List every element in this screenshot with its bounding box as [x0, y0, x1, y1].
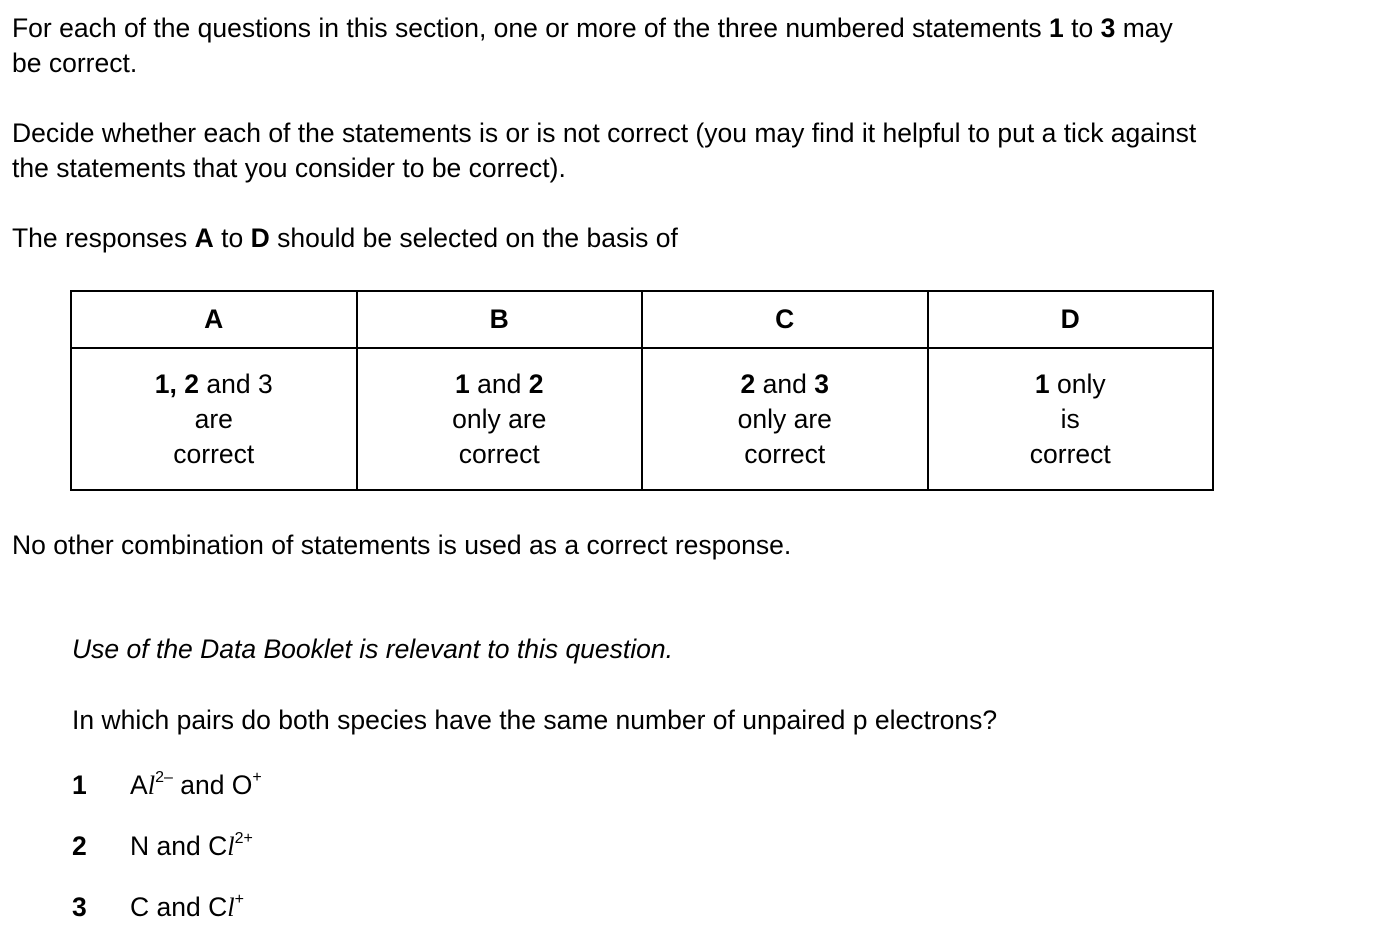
combination-note: No other combination of statements is used as a correct response.: [12, 530, 792, 560]
intro-paragraph-2-line-2: the statements that you consider to be correct).: [12, 153, 566, 183]
response-header-b: B: [357, 291, 643, 348]
intro-paragraph-1-line-1: For each of the questions in this section, one or more of the three numbered statements 1 to 3 may: [12, 13, 1173, 43]
response-cell-b: 1 and 2 only are correct: [357, 348, 643, 490]
statement-number: 3: [72, 892, 87, 922]
response-cell-d: 1 only is correct: [928, 348, 1214, 490]
response-header-d: D: [928, 291, 1214, 348]
intro-paragraph-3: The responses A to D should be selected on the basis of: [12, 223, 678, 253]
statement-number: 1: [72, 770, 87, 800]
response-key-header-row: [71, 291, 1213, 348]
intro-paragraph-1-line-2: be correct.: [12, 48, 138, 78]
response-cell-a: 1, 2 and 3 are correct: [71, 348, 357, 490]
statement-1: 1 $Al^{2-}$ and O+: [72, 768, 262, 803]
intro-paragraph-2-line-1: Decide whether each of the statements is or is not correct (you may find it helpful to put a tick against: [12, 118, 1197, 148]
response-key-table: [70, 290, 1214, 491]
statement-number: 2: [72, 831, 87, 861]
data-booklet-instruction: Use of the Data Booklet is relevant to this question.: [72, 634, 673, 664]
statement-2: 2 N and $Cl^{2+}$: [72, 829, 253, 864]
response-header-a: A: [71, 291, 357, 348]
response-cell-c: 2 and 3 only are correct: [642, 348, 928, 490]
response-header-c: C: [642, 291, 928, 348]
question-stem: In which pairs do both species have the same number of unpaired p electrons?: [72, 705, 998, 735]
statement-3: 3 C and Cl+: [72, 890, 244, 925]
response-key-body-row: [71, 348, 1213, 490]
